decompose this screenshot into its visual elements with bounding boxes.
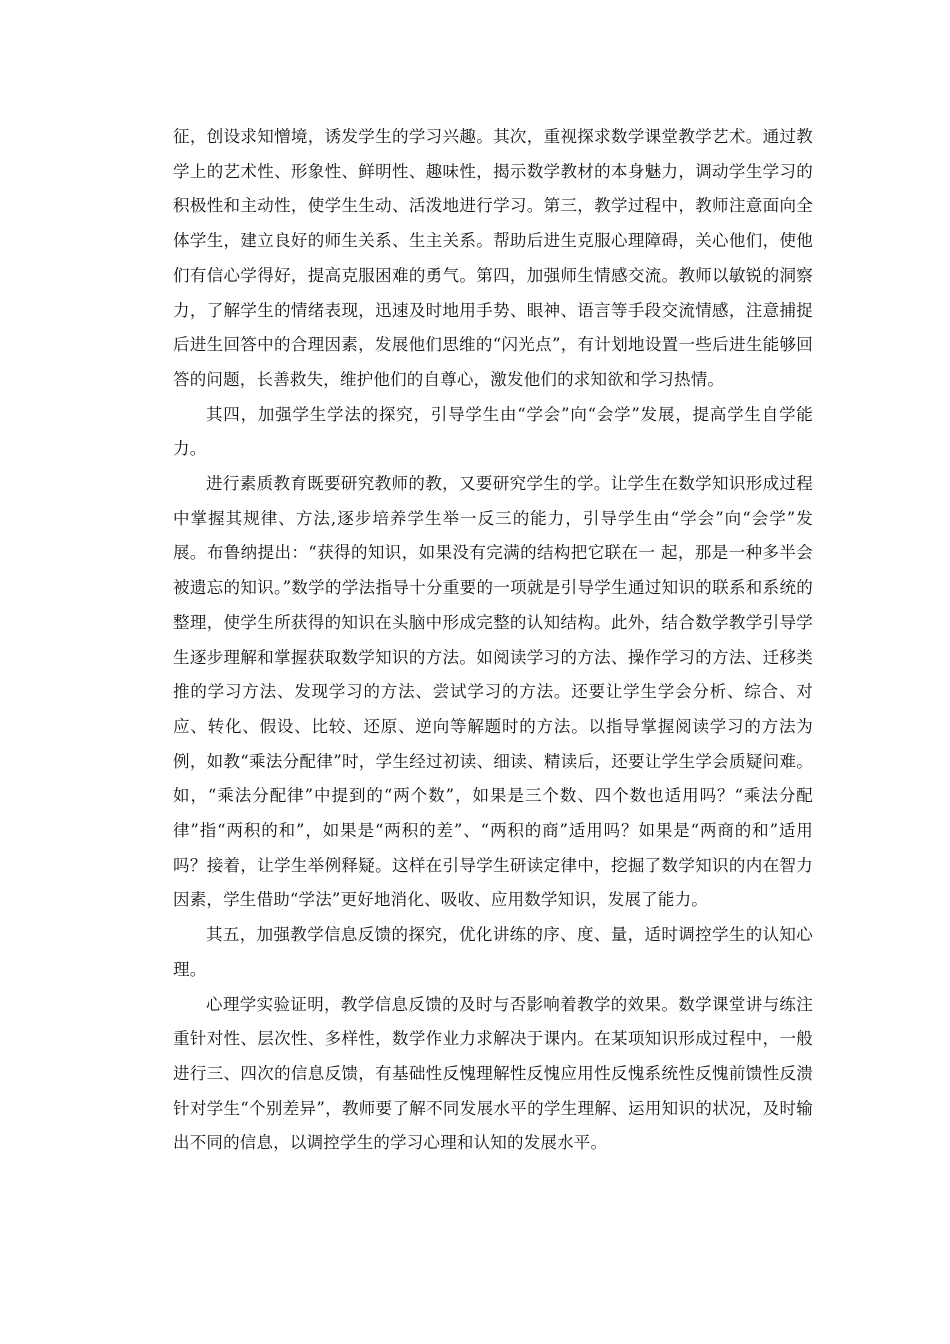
paragraph-5: 心理学实验证明，教学信息反馈的及时与否影响着教学的效果。数学课堂讲与练注重针对性、层次性、多样性，数学作业力求解决于课内。在某项知识形成过程中，一般进行三、四次的信息反馈，有基础性反愧理解性反愧应用性反愧系统性反愧前馈性反溃针对学生“个别差异”，教师要了解不同发展水平的学生理解、运用知识的状况，及时输出不同的信息，以调控学生的学习心理和认知的发展水平。 xyxy=(173,994,813,1153)
document-body xyxy=(173,120,813,1161)
paragraph-1: 征，创设求知憎境，诱发学生的学习兴趣。其次，重视探求数学课堂教学艺术。通过教学上的艺术性、形象性、鲜明性、趣味性，揭示数学教材的本身魅力，调动学生学习的积极性和主动性，使学生生动、活泼地进行学习。第三，教学过程中，教师注意面向全体学生，建立良好的师生关系、生主关系。帮助后进生克服心理障碍，关心他们，使他们有信心学得好，提高克服困难的勇气。第四，加强师生情感交流。教师以敏锐的洞察力，了解学生的情绪表现，迅速及时地用手势、眼神、语言等手段交流情感，注意捕捉后进生回答中的合理因素，发展他们思维的“闪光点”，有计划地设置一些后进生能够回答的问题，长善救失，维护他们的自尊心，激发他们的求知欲和学习热情。 xyxy=(173,127,813,389)
paragraph-2: 其四，加强学生学法的探究，引导学生由“学会”向“会学”发展，提高学生自学能力。 xyxy=(173,404,813,459)
paragraph-3: 进行素质教育既要研究教师的教，又要研究学生的学。让学生在数学知识形成过程中掌握其规律、方法,逐步培养学生举一反三的能力，引导学生由“学会”向“会学”发展。布鲁纳提出：“获得的知识，如果没有完满的结构把它联在一 起，那是一种多半会被遗忘的知识。”数学的学法指导十分重要的一项就是引导学生通过知识的联系和系统的整理，使学生所获得的知识在头脑中形成完整的认知结构。此外，结合数学教学引导学生逐步理解和掌握获取数学知识的方法。如阅读学习的方法、操作学习的方法、迁移类推的学习方法、发现学习的方法、尝试学习的方法。还要让学生学会分析、综合、对应、转化、假设、比较、还原、逆向等解题时的方法。以指导掌握阅读学习的方法为例，如教“乘法分配律”时，学生经过初读、细读、精读后，还要让学生学会质疑问难。如，“乘法分配律”中提到的“两个数”，如果是三个数、四个数也适用吗？“乘法分配律”指“两积的和”，如果是“两积的差”、“两积的商”适用吗？如果是“两商的和”适用吗？接着，让学生举例释疑。这样在引导学生研读定律中，挖掘了数学知识的内在智力因素，学生借助“学法”更好地消化、吸收、应用数学知识，发展了能力。 xyxy=(173,474,813,910)
paragraph-4: 其五，加强教学信息反馈的探究，优化讲练的序、度、量，适时调控学生的认知心理。 xyxy=(173,925,813,979)
